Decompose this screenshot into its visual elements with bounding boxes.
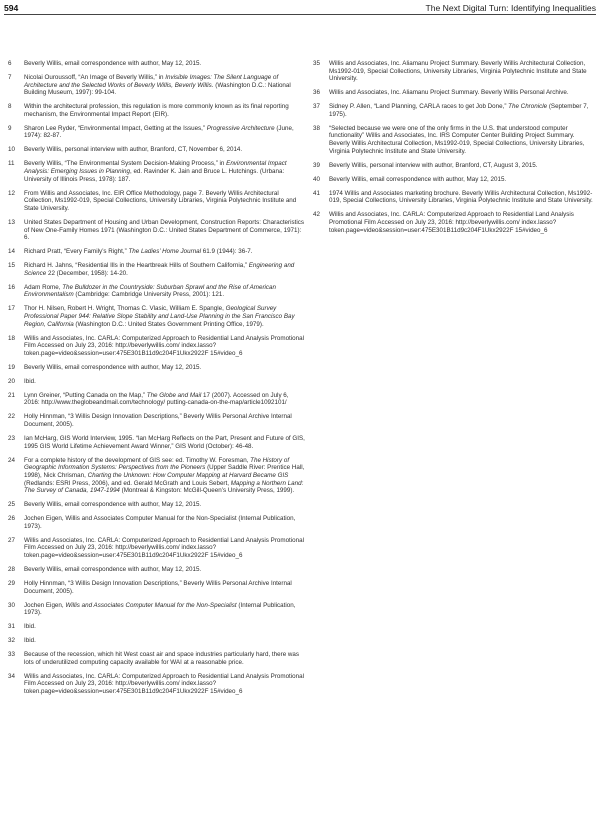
endnote-text xyxy=(24,364,305,372)
endnote-number: 27 xyxy=(8,536,15,544)
endnote-text-segment: (Montreal & Kingston: McGill-Queen’s University Press, 1999). xyxy=(119,487,295,495)
endnote-text xyxy=(24,284,305,299)
endnote-number: 31 xyxy=(8,623,15,631)
endnote-text xyxy=(329,125,596,156)
endnote-item xyxy=(8,673,305,696)
endnote-text xyxy=(24,623,305,631)
endnote-text-segment: Adam Rome, xyxy=(24,283,63,291)
endnote-text-segment: Nicolai Ouroussoff, “An Image of Beverly Willis,” in xyxy=(24,73,166,81)
endnote-text-segment: Within the architectural profession, this regulation is more commonly known as its final reporting mechanism, the Environmental Impact Report (EIR). xyxy=(24,103,289,118)
endnote-italic-title: The Globe and Mail xyxy=(146,391,202,399)
endnote-text-segment: Beverly Willis, email correspondence with author, May 12, 2015. xyxy=(24,501,202,509)
endnote-text-segment: Willis and Associates, Inc. CARLA: Computerized Approach to Residential Land Analysis Promotional Film Accessed on July 23, 2016: http://beverlywillis.com/ index.lasso?token.page=video&session=user:475E301B11d9c204F1Ukx2922F 15#video_6 xyxy=(329,211,574,234)
endnote-text xyxy=(24,305,305,328)
endnote-text-segment: Beverly Willis, email correspondence with author, May 12, 2015. xyxy=(24,60,202,67)
endnote-text-segment: , ed. Ravinder K. Jain and Bruce L. Hutchings. (Urbana: University of Illinois Press, 1978): 187. xyxy=(24,168,285,183)
endnote-italic-title: Geological Survey Professional Paper 944: Relative Slope Stability and Land-Use Planning in the San Francisco Bay Region, California xyxy=(24,305,295,328)
endnote-text-segment: Jochen Eigen, Willis and Associates Computer Manual for the Non-Specialist (Internal Publication, 1973). xyxy=(24,515,296,530)
endnote-italic-title: Mapping a Northern Land: The Survey of Canada, 1947-1994 xyxy=(24,479,304,495)
endnote-item xyxy=(8,146,305,154)
endnote-text xyxy=(24,580,305,595)
endnote-number: 30 xyxy=(8,601,15,609)
endnote-number: 12 xyxy=(8,189,15,197)
endnote-text xyxy=(24,392,305,407)
page-number: 594 xyxy=(4,3,19,13)
endnote-text-segment: Beverly Willis, email correspondence with author, May 12, 2015. xyxy=(24,363,202,371)
endnote-text-segment: Ian McHarg, GIS World Interview, 1995. “Ian McHarg Reflects on the Part, Present and Future of GIS, 1995 GIS World Lifetime Achievement Award Winner,” GIS World (October): 46-48. xyxy=(24,435,305,450)
endnote-text xyxy=(24,378,305,386)
endnote-number: 6 xyxy=(8,60,12,67)
endnote-text xyxy=(24,74,305,97)
endnote-item xyxy=(8,580,305,595)
endnote-text-segment: (Washington D.C.: National Building Museum, 1997): 99-104. xyxy=(24,81,291,97)
endnote-text xyxy=(24,673,305,696)
endnotes-left-column xyxy=(8,60,305,702)
endnote-item xyxy=(8,413,305,428)
endnote-text xyxy=(24,501,305,509)
endnote-text xyxy=(329,190,596,205)
endnote-text-segment: From Willis and Associates, Inc. EIR Office Methodology, page 7. Beverly Willis Architectural Collection, Ms1992-019, Special Collections, University Libraries, Virginia Polytechnic Institute and State University. xyxy=(24,189,297,212)
endnote-text-segment: Ibid. xyxy=(24,377,36,385)
endnote-number: 36 xyxy=(313,89,320,97)
endnote-number: 41 xyxy=(313,189,320,197)
endnote-text-segment: Beverly Willis, personal interview with author, Branford, CT, August 3, 2015. xyxy=(329,161,538,169)
endnote-number: 25 xyxy=(8,501,15,509)
endnote-text-segment: Willis and Associates, Inc. CARLA: Computerized Approach to Residential Land Analysis Promotional Film Accessed on July 23, 2016: http://beverlywillis.com/ index.lasso?token.page=video&session=user:475E301B11d9c204F1Ukx2922F 15#video_6 xyxy=(24,672,305,696)
endnote-text-segment: Richard Pratt, “Every Family’s Right,” xyxy=(24,248,129,256)
endnote-text-segment: Beverly Willis, email correspondence with author, May 12, 2015. xyxy=(329,175,507,183)
endnote-text-segment: United States Department of Housing and Urban Development, Construction Reports: Characteristics of New One-Family Homes 1971 (Washington D.C.: United States Department of Commerce, 1971): 6. xyxy=(24,218,304,242)
endnote-item xyxy=(8,651,305,666)
endnote-text xyxy=(24,219,305,242)
endnote-text-segment: Thor H. Nilsen, Robert H. Wright, Thomas C. Vlasic, William E. Spangle, xyxy=(24,305,226,313)
endnote-text xyxy=(329,103,596,118)
endnote-item xyxy=(8,602,305,617)
endnote-text-segment: 61.9 (1944): 36-7. xyxy=(201,248,253,256)
endnote-item xyxy=(313,176,596,184)
endnote-text xyxy=(329,89,596,97)
running-title: The Next Digital Turn: Identifying Inequalities xyxy=(425,3,596,13)
endnote-item xyxy=(8,248,305,256)
endnote-number: 10 xyxy=(8,146,15,154)
endnote-number: 40 xyxy=(313,175,320,183)
endnote-number: 39 xyxy=(313,161,320,169)
endnote-text-segment: Jochen Eigen, xyxy=(24,601,66,609)
endnote-text-segment: Holly Hinnman, “3 Willis Design Innovation Descriptions,” Beverly Willis Personal Archive Internal Document, 2005). xyxy=(24,579,292,595)
endnote-item xyxy=(8,515,305,530)
endnote-text-segment: “Selected because we were one of the only firms in the U.S. that understood computer functionality” Willis and Associates, Inc. IRS Computer Center Building Project Summary. Beverly Willis Architectural Collection, Ms1992-019, Special Collections, University Libraries, Virginia Polytechnic Institute and State University. xyxy=(329,124,585,155)
endnote-italic-title: The Chronicle xyxy=(508,103,548,111)
endnote-text-segment: (Upper Saddle River: Prentice Hall, 1998), Nick Chrisman, xyxy=(24,464,305,479)
endnote-item xyxy=(8,501,305,509)
endnote-text-segment: (September 7, 1975). xyxy=(329,103,589,118)
endnote-item xyxy=(313,125,596,156)
endnote-text-segment: Willis and Associates, Inc. Aliamanu Project Summary. Beverly Willis Architectural Collection, Ms1992-019, Special Collections, University Libraries, Virginia Polytechnic Institute and State University. xyxy=(329,60,587,83)
endnote-text-segment: Beverly Willis, email correspondence with author, May 12, 2015. xyxy=(24,566,202,574)
endnote-text-segment: Willis and Associates, Inc. CARLA: Computerized Approach to Residential Land Analysis Promotional Film Accessed on July 23, 2016: http://beverlywillis.com/ index.lasso?token.page=video&session=user:475E301B11d9c204F1Ukx2922F 15#video_6 xyxy=(24,536,305,560)
endnote-text-segment: 17 (2007). Accessed on July 6, 2016: http://www.theglobeandmail.com/technology/ putting-canada-on-the-map/article1092101/ xyxy=(24,391,289,407)
endnote-text xyxy=(24,60,305,68)
endnote-text xyxy=(24,248,305,256)
endnote-number: 24 xyxy=(8,456,15,464)
endnote-number: 8 xyxy=(8,103,12,111)
endnote-number: 13 xyxy=(8,218,15,226)
endnote-text xyxy=(24,262,305,277)
endnote-item xyxy=(8,392,305,407)
endnote-text xyxy=(329,176,596,184)
endnote-text-segment: (Cambridge: Cambridge University Press, 2001): 121. xyxy=(73,291,225,299)
endnote-text xyxy=(24,103,305,118)
endnote-item xyxy=(8,305,305,328)
endnote-number: 35 xyxy=(313,60,320,67)
endnote-text xyxy=(24,435,305,450)
endnote-item xyxy=(8,74,305,97)
endnote-number: 17 xyxy=(8,305,15,313)
endnote-item xyxy=(8,566,305,574)
endnote-item xyxy=(8,125,305,140)
endnote-item xyxy=(313,103,596,118)
endnote-text xyxy=(24,160,305,183)
endnote-text xyxy=(24,146,305,154)
endnote-text-segment: (June, 1974): 82-87. xyxy=(24,124,294,140)
endnote-item xyxy=(8,435,305,450)
endnote-item xyxy=(8,60,305,68)
endnote-text xyxy=(24,651,305,666)
endnote-text-segment: For a complete history of the development of GIS see: ed. Timothy W. Foresman, xyxy=(24,456,251,464)
endnote-text-segment: 22 (December, 1958): 14-20. xyxy=(46,269,128,277)
endnote-number: 42 xyxy=(313,211,320,219)
endnote-text xyxy=(24,602,305,617)
endnote-text-segment: (Washington D.C.: United States Government Printing Office, 1979). xyxy=(73,320,264,328)
endnote-item xyxy=(8,537,305,560)
endnote-item xyxy=(8,623,305,631)
endnote-text-segment: Willis and Associates, Inc. Aliamanu Project Summary. Beverly Willis Personal Archive. xyxy=(329,89,569,97)
endnote-number: 33 xyxy=(8,651,15,659)
endnote-item xyxy=(313,190,596,205)
endnote-text xyxy=(24,457,305,495)
endnote-number: 26 xyxy=(8,515,15,523)
endnote-item xyxy=(8,103,305,118)
endnote-number: 38 xyxy=(313,124,320,132)
endnote-italic-title: Engineering and Science xyxy=(24,262,295,277)
endnote-text-segment: Sharon Lee Ryder, “Environmental Impact, Getting at the Issues,” xyxy=(24,124,207,132)
endnote-italic-title: Charting the Unknown: How Computer Mapping at Harvard Became GIS xyxy=(87,471,289,479)
endnote-text xyxy=(329,60,596,83)
endnote-text-segment: Beverly Willis, “The Environmental System Decision-Making Process,” in xyxy=(24,160,227,168)
endnote-text-segment: Lynn Greiner, “Putting Canada on the Map,” xyxy=(24,391,147,399)
endnote-item xyxy=(313,211,596,234)
endnote-number: 37 xyxy=(313,103,320,111)
endnote-item xyxy=(8,364,305,372)
endnote-text xyxy=(24,637,305,645)
endnote-number: 11 xyxy=(8,160,15,168)
endnote-number: 16 xyxy=(8,283,15,291)
endnote-item xyxy=(313,162,596,170)
endnote-item xyxy=(8,219,305,242)
endnote-italic-title: Willis and Associates Computer Manual for the Non-Specialist xyxy=(65,601,237,609)
endnote-text-segment: 1974 Willis and Associates marketing brochure. Beverly Willis Architectural Collection, Ms1992-019, Special Collections, University Libraries, Virginia Polytechnic Institute and State University. xyxy=(329,189,593,205)
endnote-italic-title: The Bulldozer in the Countryside: Suburban Sprawl and the Rise of American Environmentalism xyxy=(24,283,276,299)
endnote-number: 14 xyxy=(8,248,15,256)
endnote-text xyxy=(24,413,305,428)
endnote-number: 9 xyxy=(8,124,12,132)
endnote-text-segment: Because of the recession, which hit West coast air and space industries particularly hard, there was lots of underutilized computing capacity available for WAI at a reasonable price. xyxy=(24,651,300,666)
endnote-italic-title: Environmental Impact Analysis: Emerging Issues in Planning xyxy=(24,160,287,176)
endnote-text-segment: Holly Hinnman, “3 Willis Design Innovation Descriptions,” Beverly Willis Personal Archive Internal Document, 2005). xyxy=(24,413,292,429)
endnote-text-segment: Willis and Associates, Inc. CARLA: Computerized Approach to Residential Land Analysis Promotional Film Accessed on July 23, 2016: http://beverlywillis.com/ index.lasso?token.page=video&session=user:475E301B11d9c204F1Ukx2922F 15#video_6 xyxy=(24,334,305,357)
endnote-text-segment: (Redlands: ESRI Press, 2006), and ed. Gerald McGrath and Louis Sebert, xyxy=(24,479,231,487)
endnote-item xyxy=(8,190,305,213)
endnote-text-segment: (Internal Publication, 1973). xyxy=(24,601,296,617)
endnote-italic-title: Progressive Architecture xyxy=(206,124,275,132)
endnote-item xyxy=(8,262,305,277)
endnotes-right-column xyxy=(313,60,596,241)
endnote-number: 29 xyxy=(8,579,15,587)
endnote-text xyxy=(329,211,596,234)
endnote-number: 28 xyxy=(8,566,15,574)
endnote-text xyxy=(24,125,305,140)
page-header xyxy=(4,0,596,15)
endnote-number: 34 xyxy=(8,672,15,680)
endnote-text xyxy=(24,335,305,358)
endnote-text xyxy=(24,190,305,213)
endnote-item xyxy=(313,89,596,97)
endnote-number: 32 xyxy=(8,637,15,645)
endnote-number: 20 xyxy=(8,377,15,385)
endnote-text-segment: Richard H. Jahns, “Residential Ills in the Heartbreak Hills of Southern California,” xyxy=(24,262,249,270)
endnote-item xyxy=(8,160,305,183)
endnote-text-segment: Beverly Willis, personal interview with author, Branford, CT, November 6, 2014. xyxy=(24,146,243,154)
endnote-number: 21 xyxy=(8,391,15,399)
endnote-item xyxy=(8,457,305,495)
endnote-item xyxy=(8,378,305,386)
endnote-item xyxy=(8,637,305,645)
endnote-number: 22 xyxy=(8,413,15,421)
endnote-text xyxy=(24,537,305,560)
endnote-italic-title: The Ladies’ Home Journal xyxy=(128,248,202,256)
endnote-number: 7 xyxy=(8,73,12,81)
endnote-italic-title: Invisible Images: The Silent Language of Architecture and the Selected Works of Beverly Willis, Beverly Willis. xyxy=(24,73,279,89)
endnote-number: 15 xyxy=(8,262,15,270)
endnote-number: 19 xyxy=(8,363,15,371)
endnote-text-segment: Ibid. xyxy=(24,623,36,631)
endnote-item xyxy=(8,335,305,358)
endnote-number: 18 xyxy=(8,334,15,342)
endnote-number: 23 xyxy=(8,435,15,443)
endnote-item xyxy=(313,60,596,83)
endnote-text xyxy=(329,162,596,170)
endnote-text xyxy=(24,566,305,574)
endnote-text-segment: Ibid. xyxy=(24,637,36,645)
endnote-item xyxy=(8,284,305,299)
endnote-text xyxy=(24,515,305,530)
endnote-text-segment: Sidney P. Allen, “Land Planning, CARLA races to get Job Done,” xyxy=(329,103,509,111)
endnote-italic-title: The History of Geographic Information Systems: Perspectives from the Pioneers xyxy=(24,456,290,472)
